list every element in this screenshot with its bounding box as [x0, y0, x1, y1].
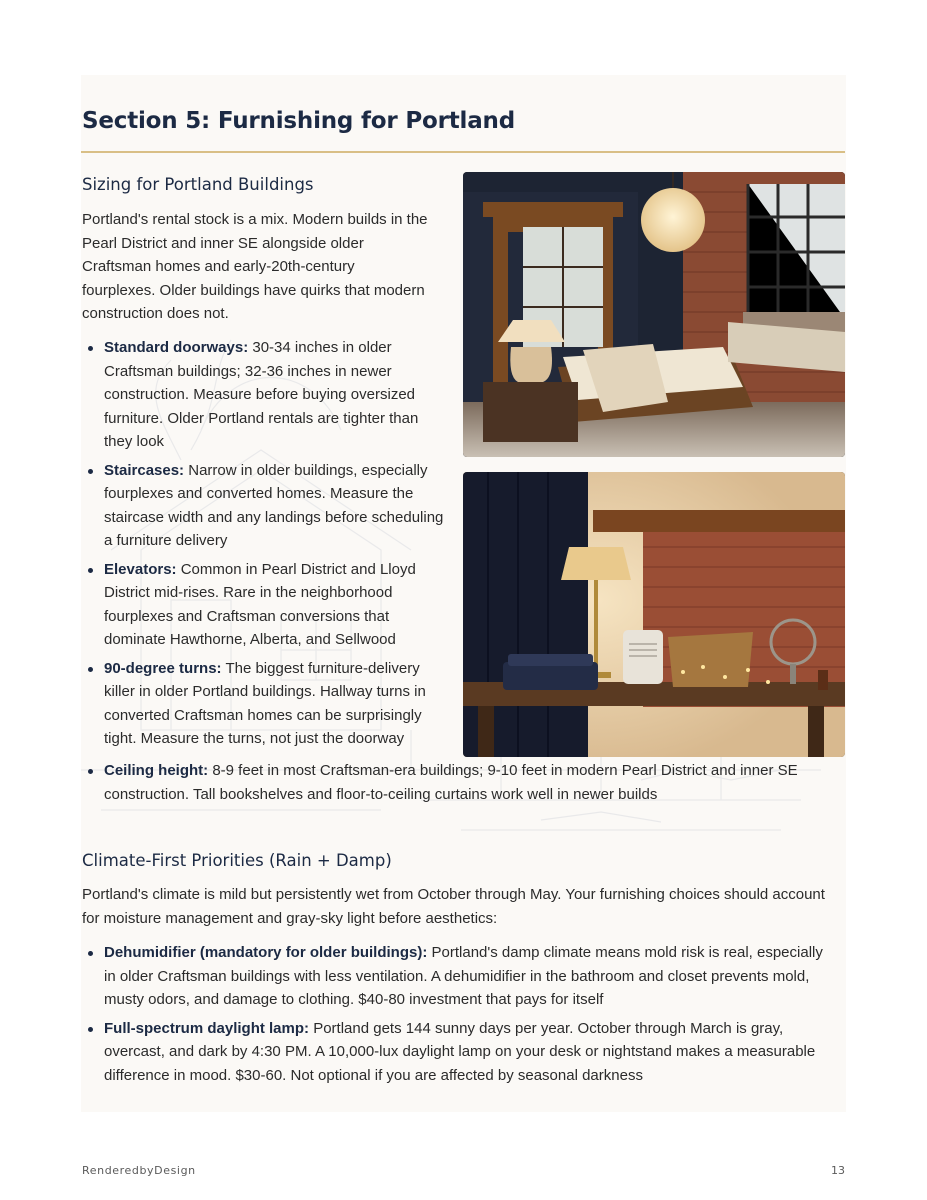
bullet-text: Portland gets 144 sunny days per year. October through March is gray, overcast, and dark by 4:30 PM. A 10,000-lux daylight lamp on your desk or nightstand makes a measurable difference in mood. $30-60. Not optional if you are affected by seasonal darkness: [104, 1019, 816, 1084]
bullet-term: Full-spectrum daylight lamp:: [104, 1019, 310, 1037]
bullet-term: 90-degree turns:: [104, 659, 222, 677]
bullet-term: Standard doorways:: [104, 339, 249, 356]
bullet-turns: [82, 657, 444, 751]
climate-intro: Portland's climate is mild but persistently wet from October through May. Your furnishing choices should account for moisture management and gray-sky light before aesthetics:: [82, 886, 825, 927]
bullet-ceiling: [82, 759, 812, 806]
living-room-photo: [463, 172, 845, 457]
bullet-daylight-lamp: [82, 1017, 827, 1088]
page-number: 13: [831, 1164, 845, 1177]
bullet-text: Common in Pearl District and Lloyd District mid-rises. Rare in the neighborhood fourplexes and Craftsman conversions that dominate Hawthorne, Alberta, and Sellwood: [104, 560, 416, 648]
climate-heading: Climate-First Priorities (Rain + Damp): [82, 851, 392, 870]
bullet-staircases: [82, 459, 444, 553]
bullet-dehumidifier: [82, 941, 827, 1012]
sizing-bullet-list-wide: [82, 759, 812, 811]
bullet-text: Narrow in older buildings, especially fourplexes and converted homes. Measure the staircase width and any landings before scheduling a furniture delivery: [104, 461, 444, 549]
sizing-intro: Portland's rental stock is a mix. Modern builds in the Pearl District and inner SE alongside older Craftsman homes and early-20th-century fourplexes. Older buildings have quirks that modern construction does not.: [82, 211, 428, 322]
bullet-term: Staircases:: [104, 461, 185, 479]
bullet-term: Dehumidifier (mandatory for older buildings):: [104, 944, 428, 961]
bullet-text: The biggest furniture-delivery killer in older Portland buildings. Hallway turns in converted Craftsman homes can be surprisingly tight. Measure the turns, not just the doorway: [104, 659, 426, 747]
bullet-text: 30-34 inches in older Craftsman buildings; 32-36 inches in newer construction. Measure before buying oversized furniture. Older Portland rentals are tighter than they look: [104, 339, 419, 450]
desk-setup-photo: [463, 472, 845, 757]
bullet-term: Elevators:: [104, 560, 177, 578]
bullet-text: 8-9 feet in most Craftsman-era buildings; 9-10 feet in modern Pearl District and inner SE construction. Tall bookshelves and floor-to-ceiling curtains work well in newer builds: [104, 762, 798, 803]
climate-bullet-list: [82, 941, 827, 1092]
bullet-doorways: [82, 336, 444, 454]
bullet-term: Ceiling height:: [104, 762, 209, 779]
bullet-elevators: [82, 558, 444, 652]
sizing-heading: Sizing for Portland Buildings: [82, 175, 314, 194]
title-divider: [81, 151, 845, 153]
bullet-text: Portland's damp climate means mold risk is real, especially in older Craftsman buildings with less ventilation. A dehumidifier in the bathroom and closet prevents mold, musty odors, and damage to clothing. $40-80 investment that pays for itself: [104, 944, 823, 1008]
page-title: Section 5: Furnishing for Portland: [82, 108, 515, 134]
sizing-bullet-list: [82, 336, 444, 756]
footer-brand: RenderedbyDesign: [82, 1164, 196, 1177]
